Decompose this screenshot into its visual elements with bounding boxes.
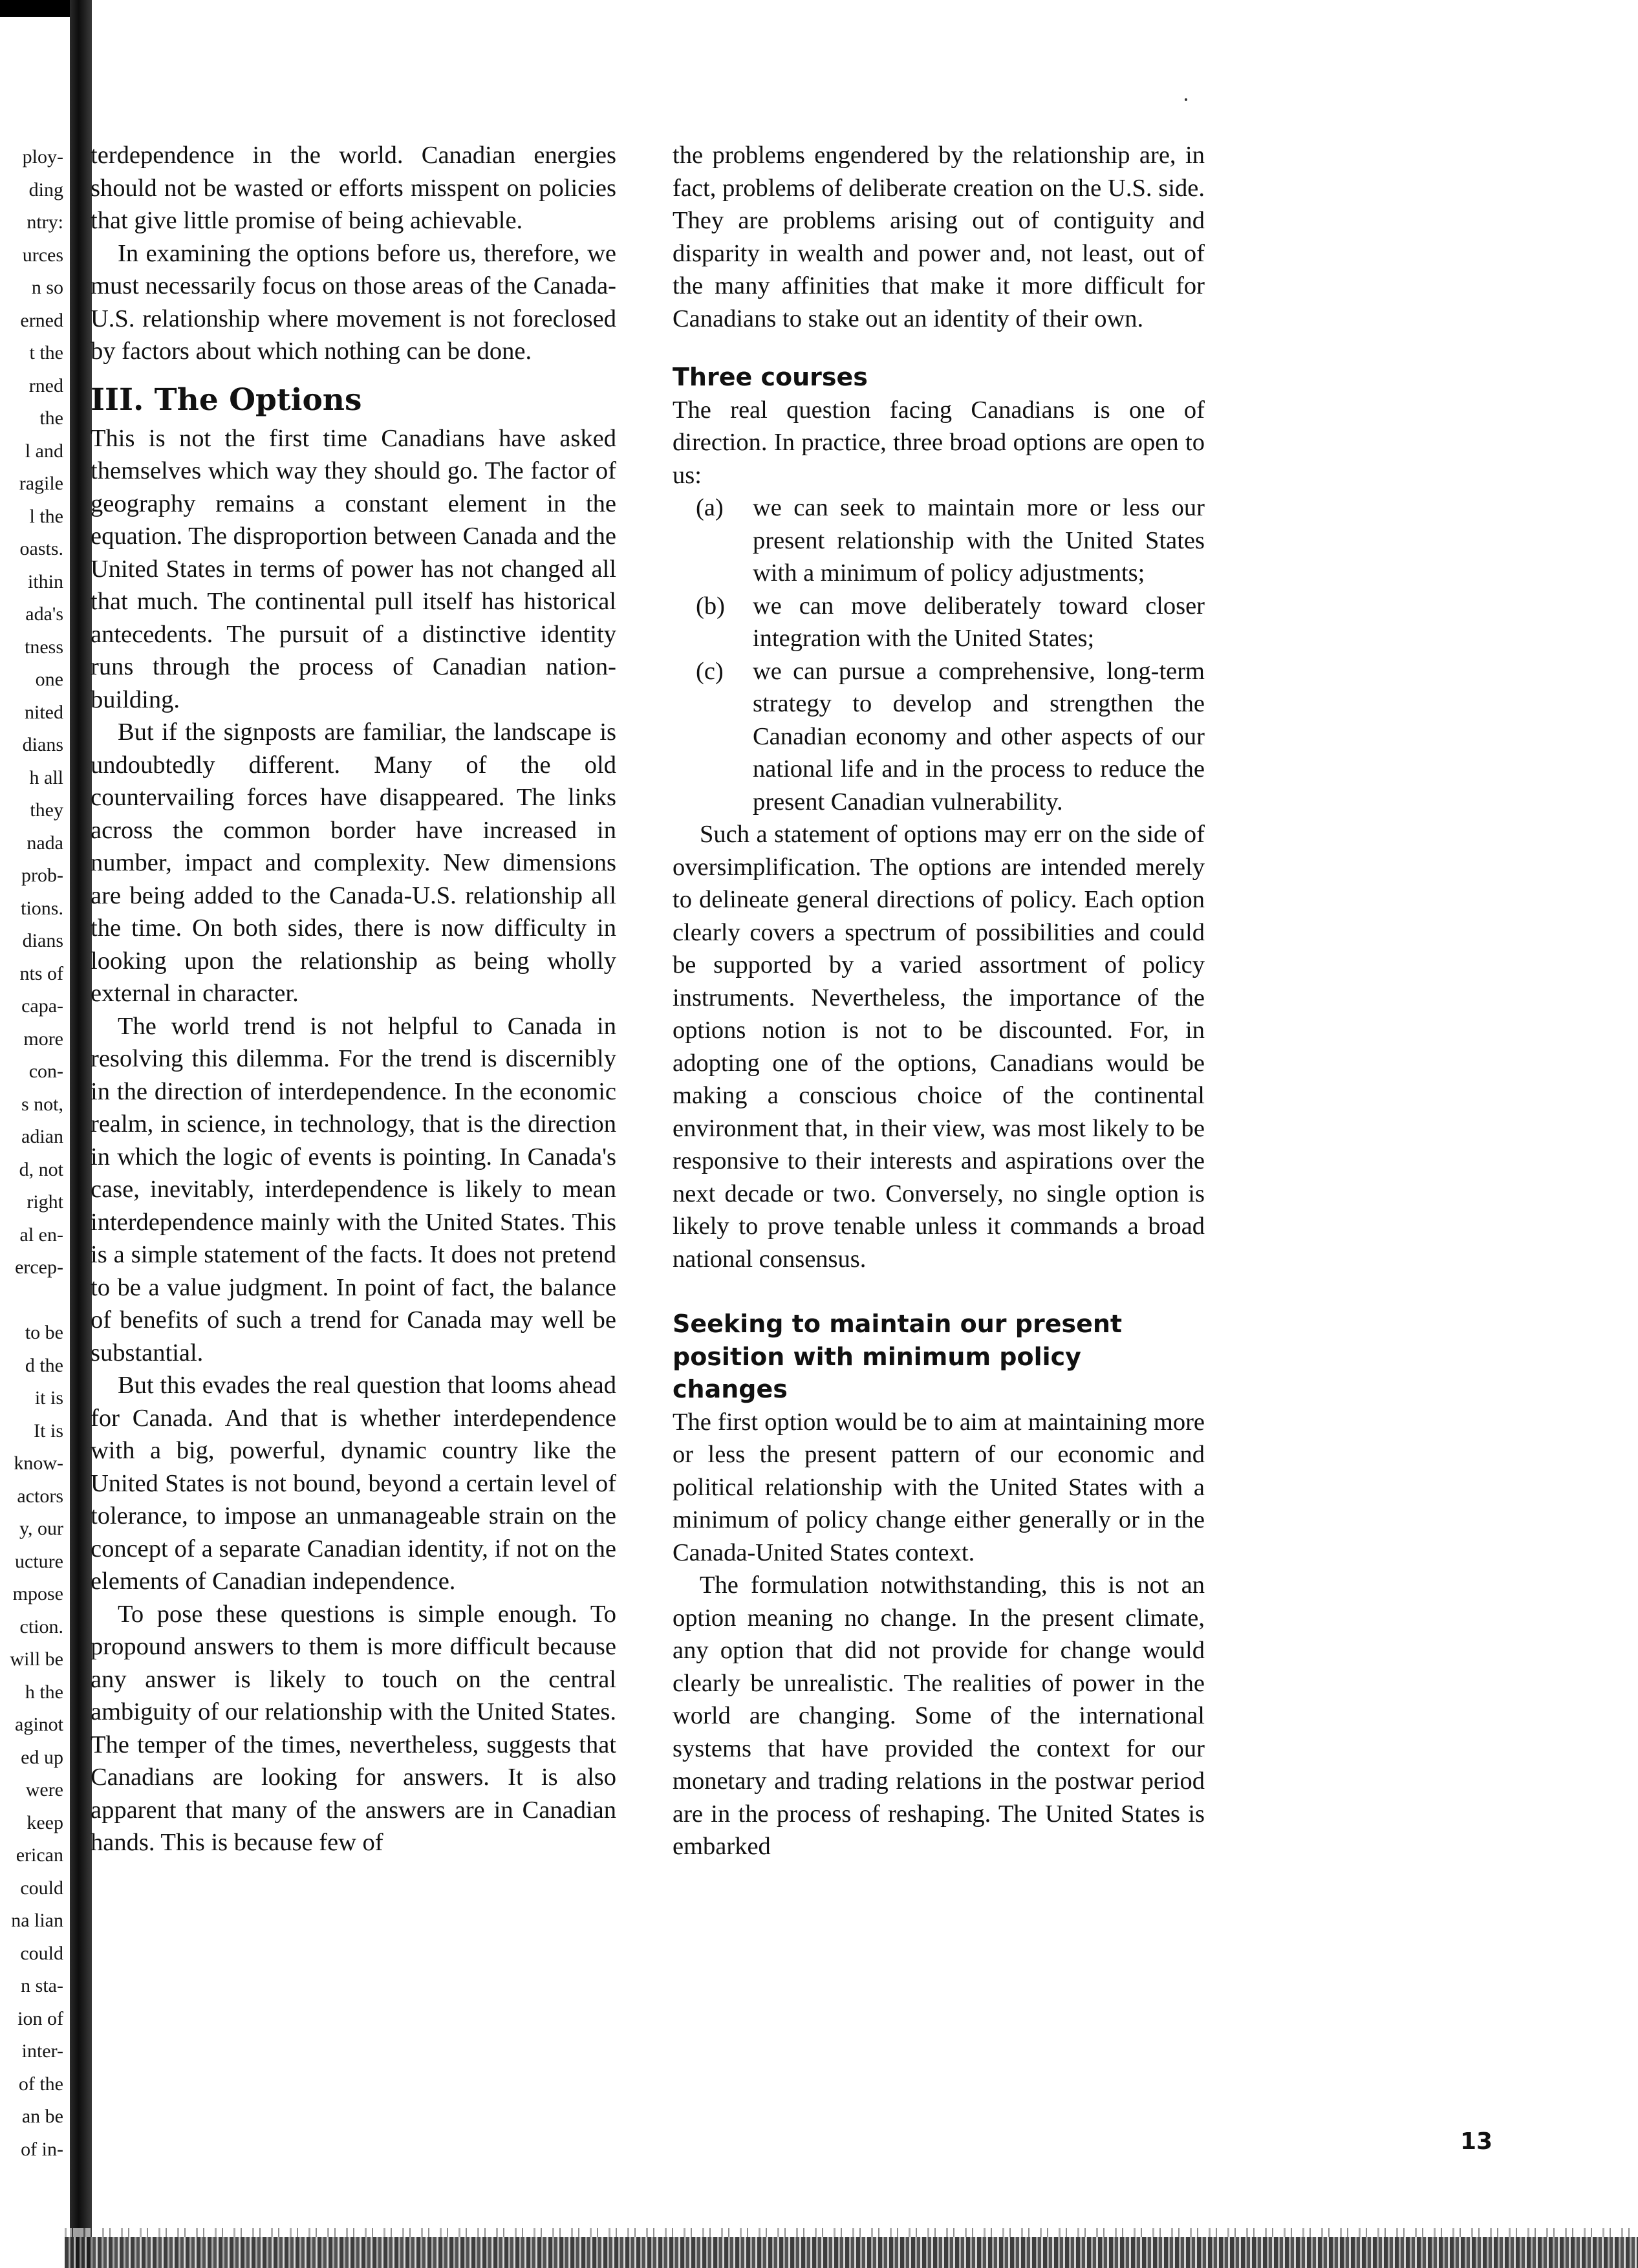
subheading [673,1308,1205,1406]
facing-page-fragment: l the [29,505,63,527]
facing-page-fragment: al en- [19,1224,63,1246]
facing-page-fragment: could [20,1942,63,1964]
facing-page-fragment: will be [10,1648,63,1670]
facing-page-fragment: nited [25,701,63,723]
paragraph: The world trend is not helpful to Canada in resolving this dilemma. For the trend is discernibly in the direction of interdependence. In the economic realm, in science, in technology, that is the direction in which the logic of events is pointing. In Canada's case, inevitably, interdependence is likely to mean interdependence mainly with the United States. This is a simple statement of the facts. It does not pretend to be a value judgment. In point of fact, the balance of benefits of such a trend for Canada may well be substantial. [91,1012,616,1366]
facing-page-fragment: na lian [11,1910,63,1931]
facing-page-fragment: to be [25,1322,63,1343]
paragraph: Such a statement of options may err on the side of oversimplification. The options are intended merely to delineate general directions of policy. Each option clearly covers a spectrum of possibilities and could be supported by a varied assortment of policy instruments. Nevertheless, the importance of the options notion is not to be discounted. For, in adopting one of the options, Canadians would be making a conscious choice of the continental environment that, in their view, was most likely to be responsive to their interests and aspirations over the next decade or two. Conversely, no single option is likely to prove tenable unless it commands a broad national consensus. [673,821,1205,1273]
option-letter: (c) [696,657,724,685]
facing-page-fragment: urces [22,244,63,266]
facing-page-fragment: n sta- [21,1975,63,1996]
facing-page-fragment: aginot [15,1714,63,1735]
paragraph: The first option would be to aim at maintaining more or less the present pattern of our economic and political relationship with the United States with a minimum of policy change either generally or in the Canada-United States context. [673,1408,1205,1566]
paragraph: This is not the first time Canadians have asked themselves which way they should go. The factor of geography remains a constant element in the equation. The disproportion between Canada and the United States in terms of power has not changed all that much. The continental pull itself has historical antecedents. The pursuit of a distinctive identity runs through the process of Canadian nation-building. [91,424,616,713]
subheading: Three courses [673,363,868,391]
paragraph: the problems engendered by the relationship are, in fact, problems of deliberate creation on the U.S. side. They are problems arising out of contiguity and disparity in wealth and power and, not least, out of the many affinities that make it more difficult for Canadians to stake out an identity of their own. [673,142,1205,332]
scan-edge-noise [65,2228,1638,2237]
subheading-line: Seeking to maintain our present [673,1310,1123,1338]
facing-page-fragment: h the [25,1681,63,1703]
paragraph: But this evades the real question that looms ahead for Canada. And that is whether interdependence with a big, powerful, dynamic country like the United States is not bound, beyond a certain level of tolerance, to impose an unmanageable strain on the concept of a separate Canadian identity, if not on the elements of Canadian independence. [91,1372,616,1595]
facing-page-fragment: d the [25,1354,63,1376]
option-text: we can pursue a comprehensive, long-term strategy to develop and strengthen the Canadian economy and other aspects of our national life and in the process to reduce the present Canadian vulnerability. [753,657,1205,815]
facing-page-fragment: nada [27,832,63,854]
option-letter: (b) [696,592,725,620]
facing-page-fragment: t the [29,342,63,363]
book-spine-shadow [70,0,92,2268]
facing-page-fragment: keep [27,1811,63,1833]
facing-page-fragment: n so [31,277,63,298]
facing-page-fragment: more [23,1028,63,1050]
facing-page-fragment: nts of [19,962,63,984]
options-list [673,491,1205,818]
option-text: we can move deliberately toward closer integration with the United States; [753,592,1205,652]
facing-page-fragment: oasts. [19,538,63,559]
facing-page-fragment: erican [16,1844,63,1866]
left-column [91,139,616,1859]
facing-page-fragment: adian [21,1126,63,1147]
facing-page-fragment: tness [25,636,63,658]
facing-page-fragment: of the [18,2073,63,2095]
facing-page-fragment: dians [22,734,63,755]
paragraph: In examining the options before us, therefore, we must necessarily focus on those areas of the Canada-U.S. relationship where movement is not foreclosed by factors about which nothing can be done. [91,239,616,365]
section-heading: III. The Options [91,382,362,418]
right-column [673,139,1205,1863]
facing-page-fragment: right [27,1191,63,1213]
facing-page-fragment: inter- [21,2040,63,2062]
facing-page-fragment: prob- [21,865,63,886]
facing-page-fragment: ed up [21,1746,63,1768]
facing-page-fragment: ploy- [22,146,63,167]
facing-page-fragment: were [25,1779,63,1800]
facing-page-fragment: they [30,799,63,821]
facing-page-fragment: ding [28,178,63,200]
page-number: 13 [1460,2128,1493,2155]
facing-page-fragment: ntry: [27,211,63,233]
facing-page-fragment: the [39,407,63,429]
facing-page-fragment: con- [28,1061,63,1082]
paragraph: The formulation notwithstanding, this is not an option meaning no change. In the present climate, any option that did not provide for change would clearly be unrealistic. The realities of power in the world are changing. Some of the international systems that have provided the context for our monetary and trading relations in the postwar period are in the process of reshaping. The United States is embarked [673,1571,1205,1860]
option-text: we can seek to maintain more or less our present relationship with the United States with a minimum of policy adjustments; [753,494,1205,587]
paragraph: The real question facing Canadians is one of direction. In practice, three broad options are open to us: [673,396,1205,489]
option-item [696,491,1205,590]
facing-page-fragment: ion of [17,2007,63,2029]
facing-page-fragment: y, our [19,1518,63,1539]
paragraph: But if the signposts are familiar, the landscape is undoubtedly different. Many of the old countervailing forces have disappeared. The links across the common border have increased in number, impact and complexity. New dimensions are being added to the Canada-U.S. relationship all the time. On both sides, there is now difficulty in looking upon the relationship as being wholly external in character. [91,718,616,1007]
option-item [696,655,1205,819]
facing-page-fragment: ada's [25,603,63,625]
facing-page-fragment: of in- [21,2138,63,2160]
facing-page-fragments [0,141,63,2166]
facing-page-fragment: d, not [19,1158,63,1180]
facing-page-fragment: tions. [21,897,63,919]
facing-page-fragment: ercep- [15,1257,63,1278]
facing-page-fragment: h all [29,766,63,788]
scan-speck [1185,98,1187,101]
facing-page-fragment: mpose [12,1583,63,1604]
paragraph: terdependence in the world. Canadian energies should not be wasted or efforts misspent on policies that give little promise of being achievable. [91,142,616,234]
facing-page-fragment: rned [28,374,63,396]
scan-edge-noise [65,2237,1638,2268]
option-letter: (a) [696,494,724,521]
facing-page-fragment: It is [34,1420,63,1442]
facing-page-fragment: an be [21,2106,63,2127]
facing-page-fragment: ragile [19,473,63,494]
facing-page-fragment: dians [22,930,63,951]
facing-page-fragment: l and [25,440,63,462]
facing-page-fragment: s not, [21,1093,63,1115]
facing-page-fragment [0,1284,63,1317]
facing-page-fragment: ction. [19,1615,63,1637]
paragraph: To pose these questions is simple enough. To propound answers to them is more difficult because any answer is likely to touch on the central ambiguity of our relationship with the United States. The temper of the times, nevertheless, suggests that Canadians are looking for answers. It is also apparent that many of the answers are in Canadian hands. This is because few of [91,1600,616,1856]
facing-page-fragment: erned [20,309,63,331]
facing-page-fragment: could [20,1877,63,1899]
option-item [696,590,1205,655]
facing-page-fragment: ithin [27,570,63,592]
facing-page-fragment: know- [14,1453,63,1474]
facing-page-fragment: one [35,669,63,690]
facing-page-fragment: ucture [15,1550,63,1572]
facing-page-fragment: it is [34,1387,63,1409]
facing-page-fragment: capa- [21,995,63,1017]
subheading-line: position with minimum policy changes [673,1342,1081,1403]
facing-page-fragment: actors [17,1485,63,1507]
